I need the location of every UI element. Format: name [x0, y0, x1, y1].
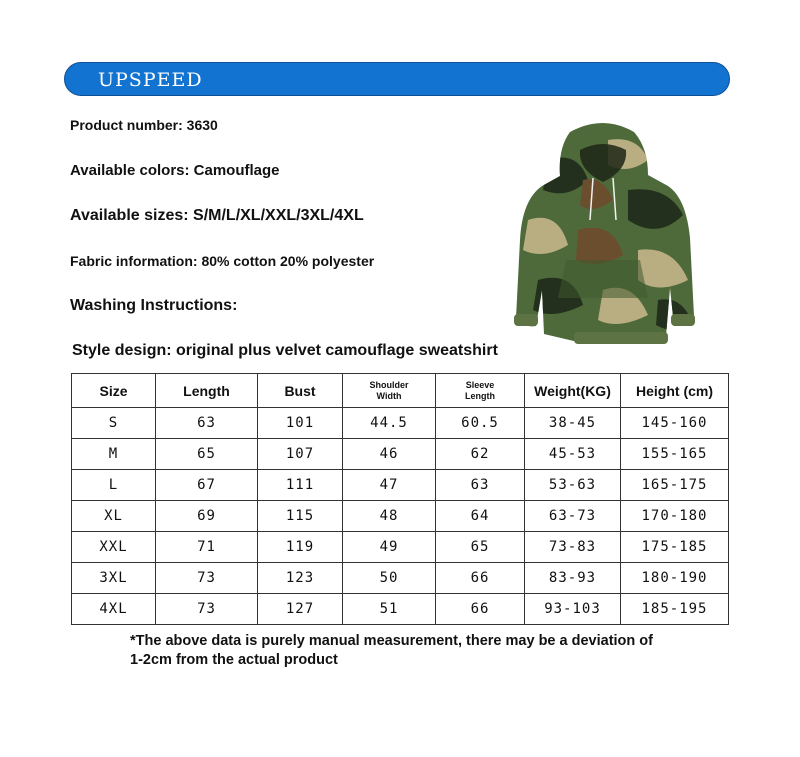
camouflage-hoodie-image: [508, 120, 698, 355]
cell-shoulder: 47: [343, 470, 436, 501]
cell-weight: 53-63: [525, 470, 621, 501]
cell-sleeve: 65: [436, 532, 525, 563]
cell-length: 69: [156, 501, 258, 532]
header-length: Length: [156, 374, 258, 408]
cell-shoulder: 48: [343, 501, 436, 532]
cell-sleeve: 62: [436, 439, 525, 470]
size-chart-table: [71, 373, 729, 625]
table-row: [72, 501, 729, 532]
cell-size: M: [72, 439, 156, 470]
available-colors: Available colors: Camouflage: [70, 162, 280, 179]
header-weight: Weight(KG): [525, 374, 621, 408]
header-height: Height (cm): [621, 374, 729, 408]
cell-length: 73: [156, 594, 258, 625]
cell-shoulder: 46: [343, 439, 436, 470]
cell-shoulder: 51: [343, 594, 436, 625]
cell-bust: 101: [258, 408, 343, 439]
table-header-row: [72, 374, 729, 408]
cell-bust: 119: [258, 532, 343, 563]
cell-sleeve: 64: [436, 501, 525, 532]
cell-weight: 83-93: [525, 563, 621, 594]
cell-weight: 63-73: [525, 501, 621, 532]
table-row: [72, 563, 729, 594]
header-sleeve-line1: Sleeve: [465, 379, 495, 390]
cell-shoulder: 49: [343, 532, 436, 563]
cell-weight: 93-103: [525, 594, 621, 625]
header-shoulder-width: [343, 374, 436, 408]
cell-length: 67: [156, 470, 258, 501]
cell-size: S: [72, 408, 156, 439]
cell-bust: 127: [258, 594, 343, 625]
cell-size: XL: [72, 501, 156, 532]
note-line-2: 1-2cm from the actual product: [130, 652, 338, 668]
cell-length: 73: [156, 563, 258, 594]
cell-weight: 45-53: [525, 439, 621, 470]
cell-shoulder: 50: [343, 563, 436, 594]
header-sleeve-length: [436, 374, 525, 408]
cell-size: 4XL: [72, 594, 156, 625]
cell-length: 71: [156, 532, 258, 563]
cell-height: 145-160: [621, 408, 729, 439]
cell-size: XXL: [72, 532, 156, 563]
header-bust: Bust: [258, 374, 343, 408]
cell-weight: 73-83: [525, 532, 621, 563]
table-row: [72, 439, 729, 470]
table-row: [72, 408, 729, 439]
style-design: Style design: original plus velvet camouflage sweatshirt: [72, 342, 498, 359]
header-sleeve-line2: Length: [465, 390, 495, 401]
header-size: Size: [72, 374, 156, 408]
cell-sleeve: 66: [436, 563, 525, 594]
available-sizes: Available sizes: S/M/L/XL/XXL/3XL/4XL: [70, 207, 364, 224]
fabric-information: Fabric information: 80% cotton 20% polyester: [70, 253, 375, 269]
measurement-note: [130, 632, 690, 670]
cell-bust: 115: [258, 501, 343, 532]
table-row: [72, 470, 729, 501]
cell-shoulder: 44.5: [343, 408, 436, 439]
cell-height: 175-185: [621, 532, 729, 563]
table-row: [72, 594, 729, 625]
cell-height: 170-180: [621, 501, 729, 532]
header-shoulder-line1: Shoulder: [369, 379, 409, 390]
cell-bust: 111: [258, 470, 343, 501]
brand-name: UPSPEED: [98, 69, 203, 91]
header-shoulder-line2: Width: [376, 390, 402, 401]
cell-length: 63: [156, 408, 258, 439]
table-row: [72, 532, 729, 563]
cell-sleeve: 60.5: [436, 408, 525, 439]
cell-bust: 123: [258, 563, 343, 594]
note-line-1: *The above data is purely manual measurement, there may be a deviation of: [130, 633, 653, 649]
cell-sleeve: 63: [436, 470, 525, 501]
washing-instructions: Washing Instructions:: [70, 297, 238, 314]
cell-bust: 107: [258, 439, 343, 470]
cell-weight: 38-45: [525, 408, 621, 439]
cell-height: 180-190: [621, 563, 729, 594]
cell-length: 65: [156, 439, 258, 470]
cell-height: 185-195: [621, 594, 729, 625]
cell-height: 155-165: [621, 439, 729, 470]
cell-sleeve: 66: [436, 594, 525, 625]
cell-size: L: [72, 470, 156, 501]
brand-banner: [64, 62, 730, 96]
product-number: Product number: 3630: [70, 117, 218, 133]
cell-height: 165-175: [621, 470, 729, 501]
cell-size: 3XL: [72, 563, 156, 594]
